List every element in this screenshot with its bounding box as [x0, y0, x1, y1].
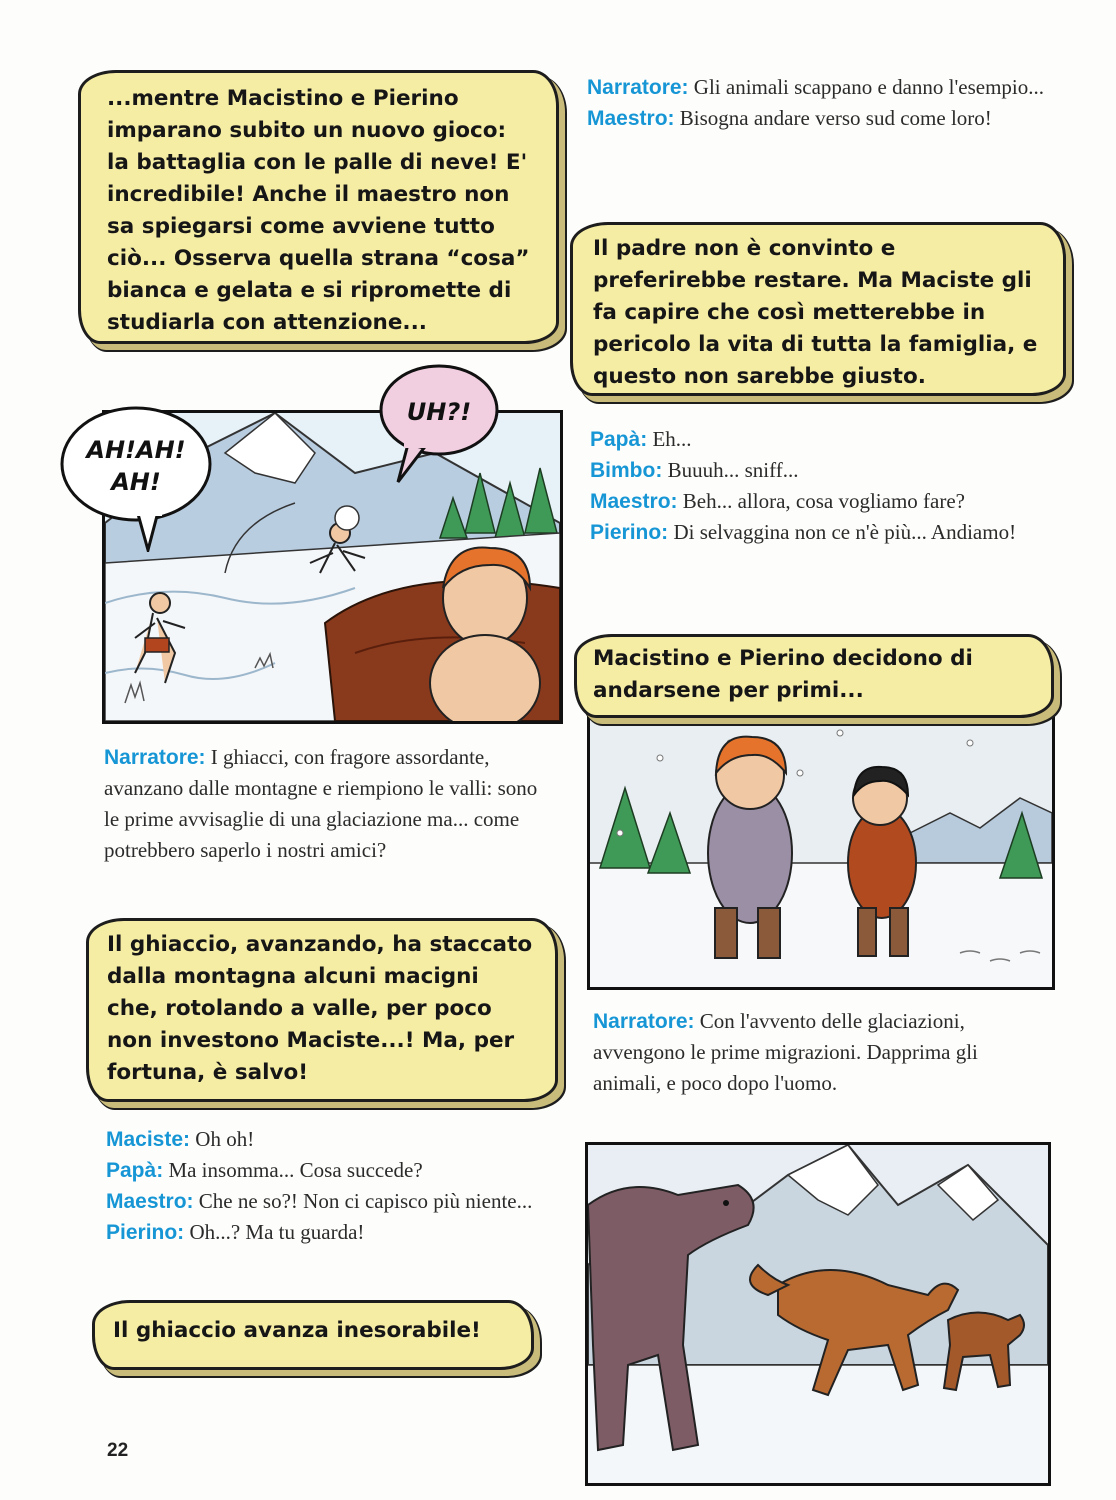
speaker-label: Maestro:	[587, 107, 675, 130]
caption-text: Macistino e Pierino decidono di andarsene per primi...	[593, 646, 973, 703]
bubble-text: UH?!	[406, 398, 472, 426]
narration-text: I ghiacci, con fragore assordante, avanzano dalle montagne e riempiono le valli: sono le prime avvisaglie di una glaciazione ma... come potrebbero saperlo i nostri amici?	[104, 745, 538, 862]
speech-bubble-laugh	[56, 402, 216, 552]
dialogue-text: Buuuh... sniff...	[667, 458, 799, 482]
dialogue-line	[590, 486, 1020, 517]
bubble-text: AH!	[111, 468, 161, 496]
speaker-label: Maestro:	[590, 490, 678, 513]
comic-panel-departure	[587, 700, 1055, 990]
caption-text: Il ghiaccio, avanzando, ha staccato dalla montagna alcuni macigni che, rotolando a valle, per poco non investono Maciste...! Ma, per fortuna, è salvo!	[107, 932, 533, 1085]
dialogue-line	[590, 424, 1020, 455]
speaker-label: Narratore:	[104, 746, 206, 769]
speaker-label: Maciste:	[106, 1128, 191, 1151]
caption-box-3	[574, 634, 1054, 718]
speaker-label: Pierino:	[106, 1221, 185, 1244]
speaker-label: Papà:	[590, 428, 648, 451]
dialogue-text: Gli animali scappano e danno l'esempio...	[693, 75, 1044, 99]
departure-scene	[590, 703, 1052, 987]
speaker-label: Maestro:	[106, 1190, 194, 1213]
caption-box-2	[570, 222, 1066, 396]
dialogue-line	[587, 103, 1047, 134]
caption-box-4	[86, 918, 558, 1102]
caption-text: Il ghiaccio avanza inesorabile!	[113, 1318, 481, 1343]
dialogue-text: Bisogna andare verso sud come loro!	[679, 106, 992, 130]
narration-text: Con l'avvento delle glaciazioni, avvengono le prime migrazioni. Dapprima gli animali, e poco dopo l'uomo.	[593, 1009, 978, 1095]
page-number: 22	[107, 1440, 129, 1461]
dialogue-text: Ma insomma... Cosa succede?	[168, 1158, 423, 1182]
speaker-label: Bimbo:	[590, 459, 663, 482]
dialogue-line	[106, 1124, 536, 1155]
caption-text: ...mentre Macistino e Pierino imparano subito un nuovo gioco: la battaglia con le palle di neve! E' incredibile! Anche il maestro non sa spiegarsi come avviene tutto ciò... Osserva quella strana “cosa” bianca e gelata e si ripromette di studiarla con attenzione...	[107, 86, 530, 335]
dialogue-line	[587, 72, 1047, 103]
speaker-label: Narratore:	[587, 76, 689, 99]
dialogue-line	[106, 1217, 536, 1248]
caption-box-5	[92, 1300, 534, 1370]
caption-text: Il padre non è convinto e preferirebbe restare. Ma Maciste gli fa capire che così metterebbe in pericolo la vita di tutta la famiglia, e questo non sarebbe giusto.	[593, 236, 1038, 389]
dialogue-block-left-bottom	[106, 1124, 536, 1248]
dialogue-text: Oh...? Ma tu guarda!	[189, 1220, 365, 1244]
dialogue-text: Beh... allora, cosa vogliamo fare?	[682, 489, 965, 513]
narration-block-right	[593, 1006, 1045, 1099]
dialogue-line	[106, 1155, 536, 1186]
dialogue-text: Eh...	[652, 427, 692, 451]
speaker-label: Papà:	[106, 1159, 164, 1182]
dialogue-line	[106, 1186, 536, 1217]
dialogue-line	[590, 517, 1020, 548]
narration-block-left	[104, 742, 544, 866]
dialogue-line	[590, 455, 1020, 486]
dialogue-block-right-top	[587, 72, 1047, 134]
caption-box-1	[78, 70, 559, 344]
horses-scene	[588, 1145, 1048, 1483]
comic-panel-horses	[585, 1142, 1051, 1486]
dialogue-text: Di selvaggina non ce n'è più... Andiamo!	[673, 520, 1017, 544]
dialogue-text: Oh oh!	[195, 1127, 255, 1151]
dialogue-text: Che ne so?! Non ci capisco più niente...	[198, 1189, 533, 1213]
speaker-label: Pierino:	[590, 521, 669, 544]
speaker-label: Narratore:	[593, 1010, 695, 1033]
bubble-text: AH!AH!	[86, 436, 186, 464]
dialogue-block-right-mid	[590, 424, 1020, 548]
speech-bubble-uh	[374, 360, 504, 485]
